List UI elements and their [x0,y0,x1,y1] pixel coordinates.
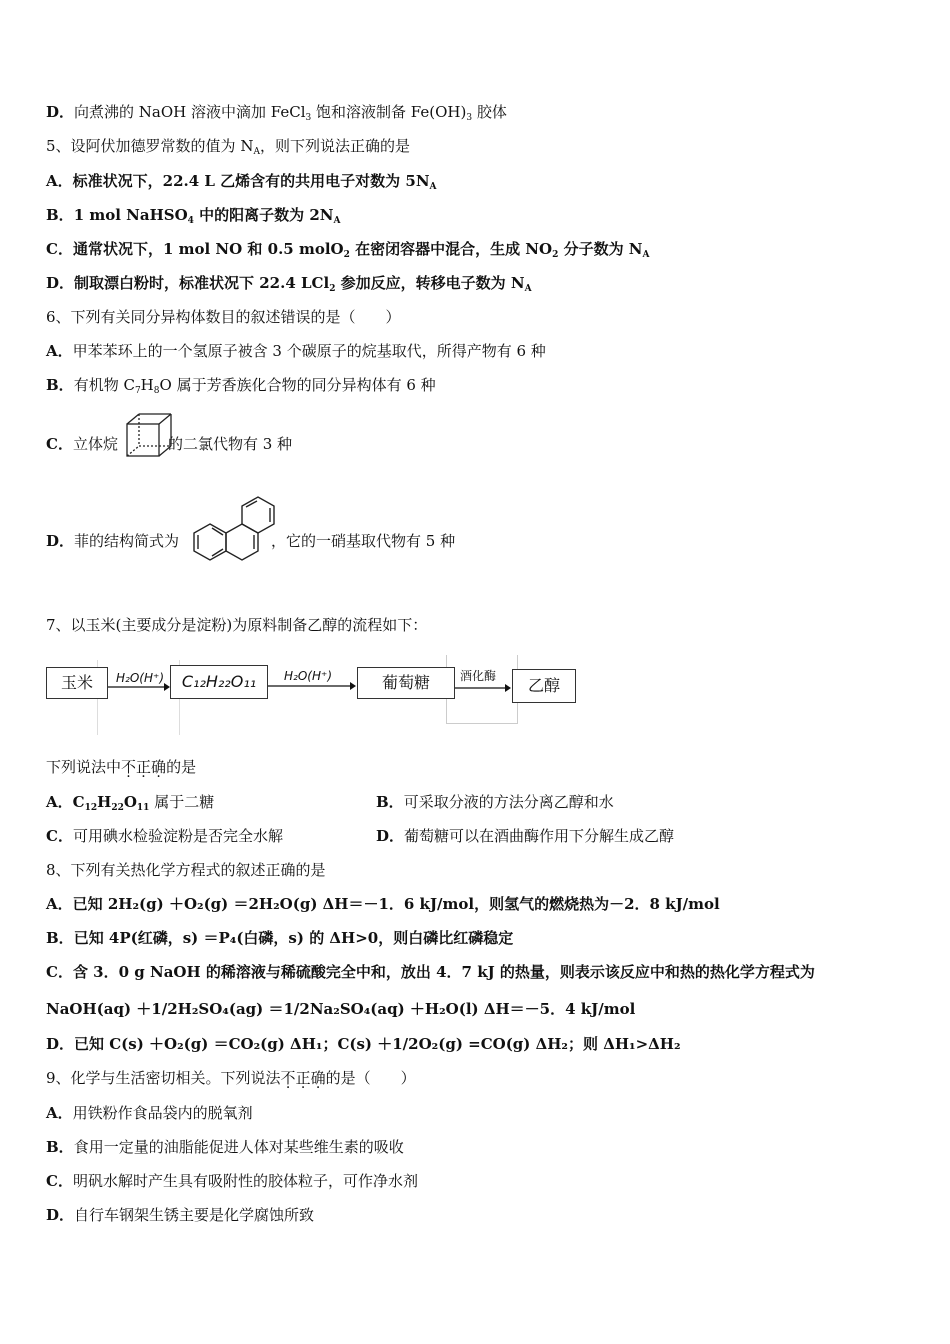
cubane-structure [123,410,175,462]
flow-arrow1-icon [108,682,170,692]
q6-stem: 6、下列有关同分异构体数目的叙述错误的是（ ） [46,308,401,326]
q9-option-c: C．明矾水解时产生具有吸附性的胶体粒子，可作净水剂 [46,1172,418,1190]
q6-option-d: D．菲的结构简式为 ，它的一硝基取代物有 5 种 [46,532,456,550]
flow-box-ethanol: 乙醇 [512,669,576,703]
flow-arrow3-label: 酒化酶 [460,669,497,683]
q5-option-a: A．标准状况下，22.4 L 乙烯含有的共用电子对数为 $5N_A$ [46,172,437,192]
q7-option-a: A．$C_{12}H_{22}O_{11}$ 属于二糖 [46,793,215,813]
q8-option-a: A．已知 2H₂(g) ＋O₂(g) ＝2H₂O(g) ΔH＝－1．6 kJ/mol，则氢气的燃烧热为－2．8 kJ/mol [46,895,720,913]
q9-option-d: D．自行车钢架生锈主要是化学腐蚀所致 [46,1206,315,1224]
q8-option-b: B．已知 4P(红磷，s) ＝P₄(白磷，s) 的 ΔH>0，则白磷比红磷稳定 [46,929,514,947]
q6-option-c: C．立体烷 的二氯代物有 3 种 [46,435,293,453]
q5-option-c: C．通常状况下，1 mol NO 和 0.5 molO$_2$ 在密闭容器中混合，生成 $NO_2$ 分子数为 $N_A$ [46,240,650,260]
q8-option-c: C．含 3．0 g NaOH 的稀溶液与稀硫酸完全中和，放出 4．7 kJ 的热量，则表示该反应中和热的热化学方程式为 [46,963,815,981]
q9-stem: 9、化学与生活密切相关。下列说法不正确的是（ ） [46,1069,416,1087]
flow-arrow1-label: H₂O(H⁺) [116,671,164,685]
phenanthrene-structure [190,492,285,572]
flow-arrow3-icon [455,683,511,693]
flow-box-corn: 玉米 [46,667,108,699]
flow-arrow2-icon [268,681,356,691]
q4-option-d: D．向煮沸的 NaOH 溶液中滴加 FeCl$_3$ 饱和溶液制备 $Fe(OH)_3$ 胶体 [46,103,507,123]
q9-option-b: B．食用一定量的油脂能促进人体对某些维生素的吸收 [46,1138,404,1156]
flow-box-glucose: 葡萄糖 [357,667,455,699]
q7-stem: 7、以玉米(主要成分是淀粉)为原料制备乙醇的流程如下： [46,616,428,634]
q5-option-d: D．制取漂白粉时，标准状况下 22.4 LCl$_2$ 参加反应，转移电子数为 $N_A$ [46,274,532,294]
q7-option-d: D．葡萄糖可以在酒曲酶作用下分解生成乙醇 [376,827,675,845]
q5-stem: 5、设阿伏加德罗常数的值为 $N_A$，则下列说法正确的是 [46,137,410,157]
flow-arrow2-label: H₂O(H⁺) [284,669,332,683]
q7-option-c: C．可用碘水检验淀粉是否完全水解 [46,827,283,845]
flow-box-c12h22o11: C₁₂H₂₂O₁₁ [170,665,268,699]
q6-option-a: A．甲苯苯环上的一个氢原子被含 3 个碳原子的烷基取代，所得产物有 6 种 [46,342,546,360]
q7-question: 下列说法中不正确的是 [46,758,197,776]
q5-option-b: B．1 mol NaHSO$_4$ 中的阳离子数为 $2N_A$ [46,206,341,226]
q6-option-b: B．有机物 $C_7H_8O$ 属于芳香族化合物的同分异构体有 6 种 [46,376,436,396]
q9-option-a: A．用铁粉作食品袋内的脱氧剂 [46,1104,253,1122]
q8-option-d: D．已知 C(s) ＋O₂(g) ＝CO₂(g) ΔH₁；C(s) ＋1/2O₂(g) =CO(g) ΔH₂；则 ΔH₁>ΔH₂ [46,1035,681,1053]
q7-option-b: B．可采取分液的方法分离乙醇和水 [376,793,614,811]
q8-option-c-equation: NaOH(aq) ＋1/2H₂SO₄(ag) ＝1/2Na₂SO₄(aq) ＋H₂O(l) ΔH＝－5．4 kJ/mol [46,1000,636,1018]
q8-stem: 8、下列有关热化学方程式的叙述正确的是 [46,861,326,879]
